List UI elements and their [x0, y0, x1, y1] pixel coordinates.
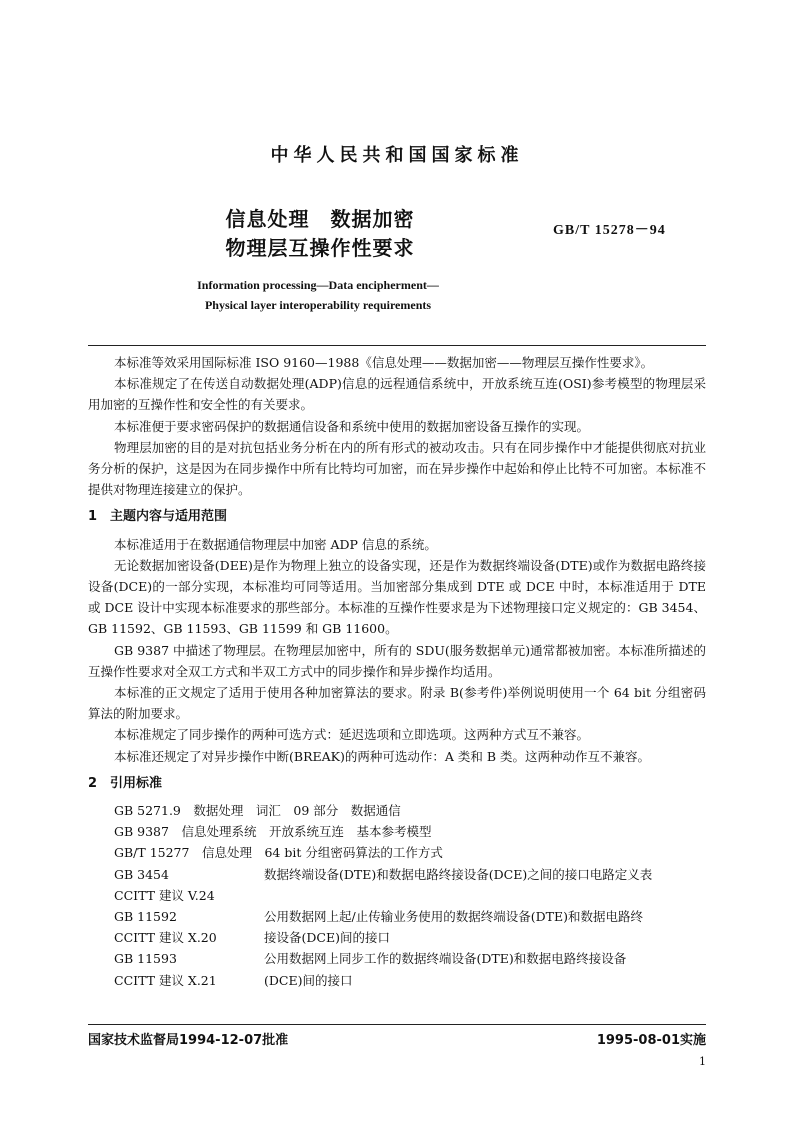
reference-desc: 公用数据网上同步工作的数据终端设备(DTE)和数据电路终接设备: [264, 951, 627, 967]
header-divider: [88, 345, 706, 346]
reference-code: GB 3454: [114, 866, 169, 882]
reference-row: [88, 948, 706, 969]
section-1-para-5: 本标准规定了同步操作的两种可选方式：延迟选项和立即选项。这两种方式互不兼容。: [114, 727, 590, 743]
section-1-heading: 1 主题内容与适用范围: [88, 509, 228, 525]
issuing-country-standard: 中华人民共和国国家标准: [270, 145, 524, 166]
intro-para-4: 物理层加密的目的是对抗包括业务分析在内的所有形式的被动攻击。只有在同步操作中才能提供彻底对抗业务分析的保护，这是因为在同步操作中所有比特均可加密，而在异步操作中起始和停止比特不可加密。本标准不提供对物理连接建立的保护。: [88, 439, 706, 498]
section-1-para-3: GB 9387 中描述了物理层。在物理层加密中，所有的 SDU(服务数据单元)通常都被加密。本标准所描述的互操作性要求对全双工方式和半双工方式中的同步操作和异步操作均适用。: [88, 642, 706, 679]
reference-list: [88, 800, 706, 991]
document-body: [88, 352, 706, 991]
reference-code: CCITT 建议 X.20: [114, 930, 217, 946]
section-1-para-2: 无论数据加密设备(DEE)是作为物理上独立的设备实现，还是作为数据终端设备(DTE)或作为数据电路终接设备(DCE)的一部分实现，本标准均可同等适用。当加密部分集成到 DTE 或 DCE 中时，本标准适用于 DTE 或 DCE 设计中实现本标准要求的那些部分。本标准的互操作性要求是为下述物理接口定义规定的：GB 3454、GB 11592、GB 11593、GB 11599 和 GB 11600。: [88, 557, 706, 637]
footer-divider: [88, 1024, 706, 1025]
reference-desc: 公用数据网上起/止传输业务使用的数据终端设备(DTE)和数据电路终: [264, 909, 643, 925]
reference-desc: 接设备(DCE)间的接口: [264, 930, 390, 946]
intro-para-2: 本标准规定了在传送自动数据处理(ADP)信息的远程通信系统中，开放系统互连(OSI)参考模型的物理层采用加密的互操作性和安全性的有关要求。: [88, 376, 706, 413]
english-title-line2: Physical layer interoperability requirements: [204, 298, 432, 312]
reference-row: [88, 885, 706, 906]
reference-desc: [264, 885, 706, 906]
doc-title-line2: 物理层互操作性要求: [225, 236, 415, 260]
doc-title-line1: 信息处理 数据加密: [225, 207, 415, 231]
reference-code: GB 11593: [114, 951, 177, 967]
intro-para-1: 本标准等效采用国际标准 ISO 9160—1988《信息处理——数据加密——物理层互操作性要求》。: [114, 355, 654, 370]
reference-row: [88, 927, 706, 948]
standard-code: GB/T 15278－94: [553, 223, 666, 238]
english-title-line1: Information processing—Data encipherment—: [197, 278, 439, 292]
reference-row: [88, 970, 706, 991]
reference-desc: (DCE)间的接口: [264, 972, 353, 988]
page-number: 1: [699, 1055, 706, 1068]
reference-desc: 数据终端设备(DTE)和数据电路终接设备(DCE)之间的接口电路定义表: [264, 866, 653, 882]
reference-row: [88, 864, 706, 885]
effective-date: 1995-08-01实施: [596, 1033, 706, 1048]
approval-date: 国家技术监督局1994-12-07批准: [88, 1033, 289, 1048]
section-1-para-4: 本标准的正文规定了适用于使用各种加密算法的要求。附录 B(参考件)举例说明使用一个 64 bit 分组密码算法的附加要求。: [88, 685, 706, 722]
reference-item: GB 9387 信息处理系统 开放系统互连 基本参考模型: [114, 824, 432, 840]
section-1-para-1: 本标准适用于在数据通信物理层中加密 ADP 信息的系统。: [114, 536, 437, 552]
section-1-para-6: 本标准还规定了对异步操作中断(BREAK)的两种可选动作：A 类和 B 类。这两种动作互不兼容。: [114, 748, 650, 764]
reference-code: GB 11592: [114, 909, 177, 925]
reference-item: GB/T 15277 信息处理 64 bit 分组密码算法的工作方式: [114, 845, 443, 861]
reference-item: GB 5271.9 数据处理 词汇 09 部分 数据通信: [114, 803, 401, 819]
section-2-heading: 2 引用标准: [88, 775, 163, 791]
intro-para-3: 本标准便于要求密码保护的数据通信设备和系统中使用的数据加密设备互操作的实现。: [114, 418, 590, 434]
reference-code: CCITT 建议 V.24: [114, 887, 215, 903]
reference-row: [88, 906, 706, 927]
reference-code: CCITT 建议 X.21: [114, 972, 217, 988]
